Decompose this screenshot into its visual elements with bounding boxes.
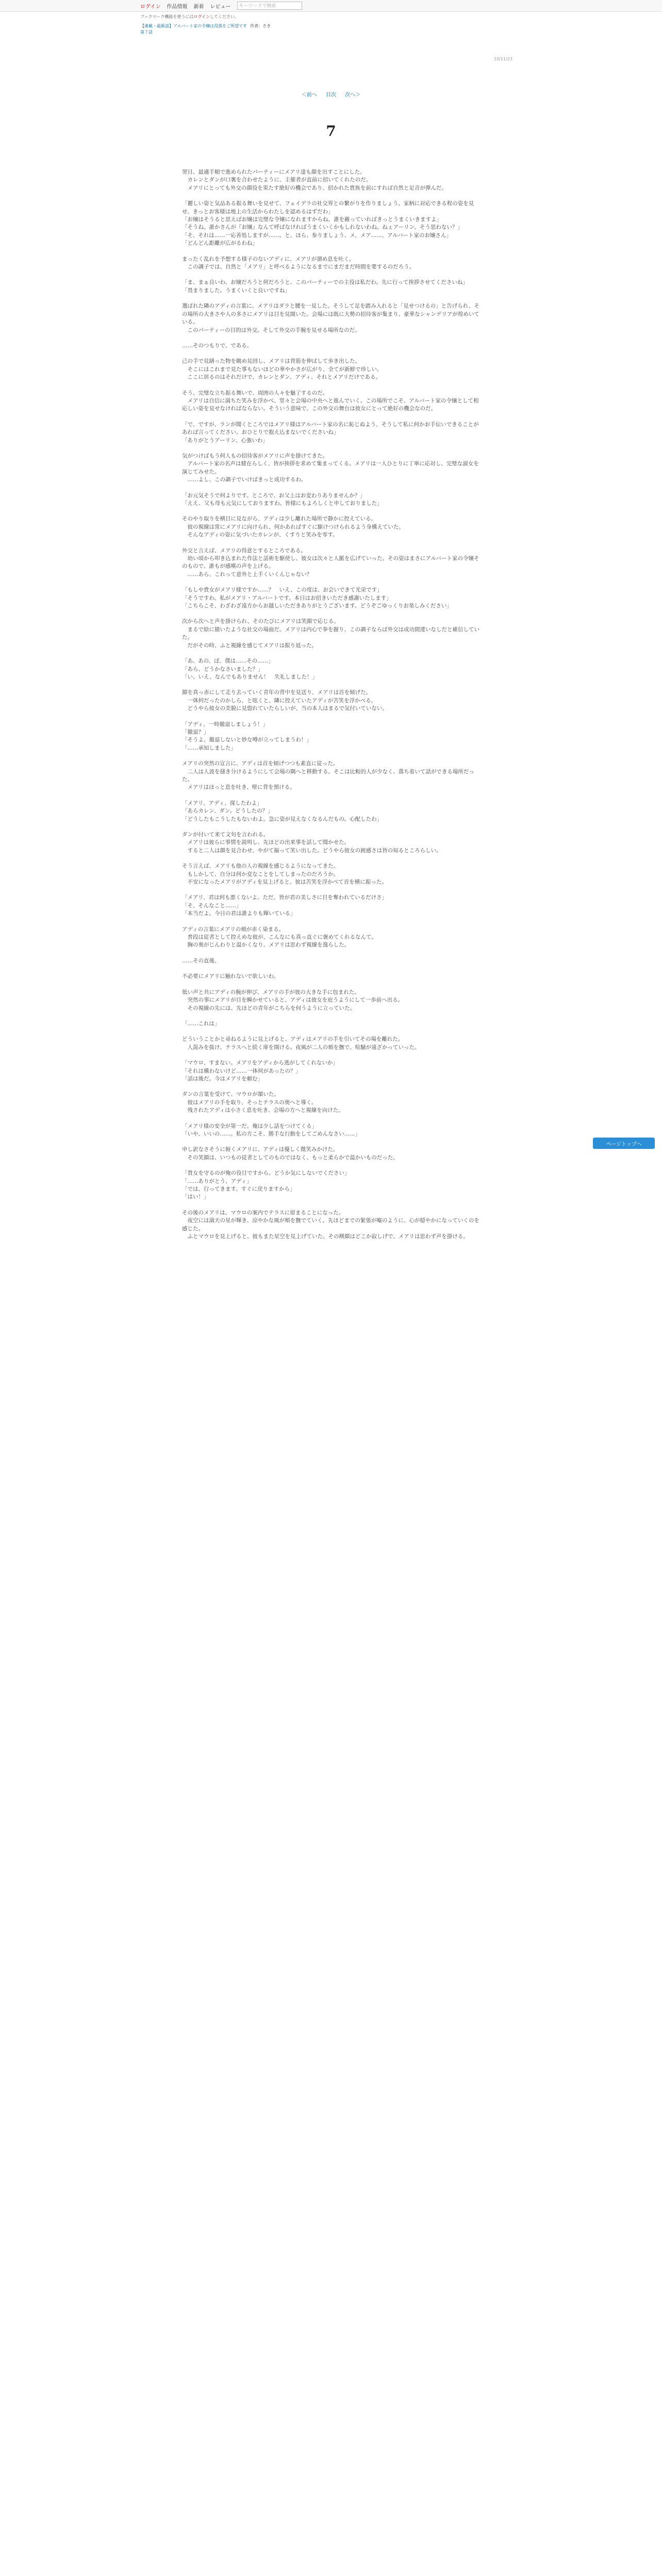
paragraph: ダンが付いて来て文句を言われる。 メアリは彼らに事情を説明し、先ほどの出来事を話して聞かせた。 すると二人は顔を見合わせ、やがて揃って笑い出した。どうやら彼女の鈍感さは皆の知るところらしい。 [182, 832, 442, 854]
nav-item-new[interactable]: 新着 [193, 4, 204, 10]
paragraph: 顔を真っ赤にして走り去っていく青年の背中を見送り、メアリは首を傾げた。 一体何だったのかしら、と呟くと、隣に控えていたアディが苦笑を浮かべる。 どうやら彼女の美貌に見惚れていたらしいが、当の本人はまるで気付いていない。 [182, 689, 388, 712]
paragraph: 選ばれた隣のアディの言葉に、メアリはダラと腰を一見した。そうして足を踏み入れると「見せつけるの」と告げられ、その場所の大きさや人の多さにメアリは目を見開いた。会場には既に大勢の招待客が集まり、豪華なシャンデリアが煌めいている。 このパーティーの目的は外交。そして外交の手腕を見せる場所なのだ。 [182, 303, 479, 333]
paragraph: そう言えば、メアリも他の人の視線を感じるようになってきた。 もしかして、自分は何か変なことをしてしまったのだろうか。 不安になったメアリがアディを見上げると、彼は苦笑を浮かべて首を横に振った。 [182, 863, 387, 886]
paragraph: 「……これは」 [182, 1020, 220, 1027]
notice-text: ブックマーク機能を使うには [140, 14, 194, 19]
top-navigation-bar [0, 0, 662, 12]
paragraph: 翌日、最適手順で進められたパーティーにメアリ達も顔を出すことにした。 カレンとダンが口裏を合わせたように、主催者が直前に招いてくれたのだ。 メアリにとっても外交の顔役を果たす絶好の機会であり、招かれた貴族を前にすれば自然と足音が弾んだ。 [182, 169, 447, 191]
paragraph: 気がつけばもう何人もの招待客がメアリに声を掛けてきた。 アルバート家の名声は健在らしく、皆が挨拶を求めて集まってくる。メアリは一人ひとりに丁寧に応対し、完璧な淑女を演じてみせた。 ……よし、この調子でいけばきっと成功するわ。 [182, 452, 479, 483]
chapter-body [182, 168, 481, 1248]
paragraph: 「もしや貴女がメアリ様ですか……？ いえ、この度は、お会いできて光栄です」 「そうですわ。私がメアリ・アルバートです。本日はお招きいただき感謝いたします」 「こちらこそ、わざわざ遠方からお越しいただきありがとうございます。どうぞごゆっくりお楽しみください」 [182, 587, 452, 609]
paragraph: 「あ、あの、ぼ、僕は……その……」 「あら、どうかなさいました？」 「い、いえ、なんでもありません！ 失礼しました！」 [182, 658, 318, 680]
paragraph: 己の手で見繕った物を眺め見回し、メアリは背筋を伸ばして歩き出した。 そこにはこれまで見た事もないほどの華やかさが広がり、全てが新鮮で珍しい。 ここに居るのはそれだけで、カレンとダン、アディ、それとメアリだけである。 [182, 358, 383, 381]
paragraph: アディの言葉にメアリの頬が赤く染まる。 普段は従者として控えめな彼が、こんなにも真っ直ぐに褒めてくれるなんて。 胸の奥がじんわりと温かくなり、メアリは思わず視線を逸らした。 [182, 926, 377, 948]
paragraph: そう、完璧な立ち振る舞いで、周囲の人々を魅了するのだ。 メアリは自信に満ちた笑みを浮かべ、堂々と会場の中央へと進んでいく。この場所でこそ、アルバート家の令嬢として相応しい姿を見せなければならない。そういう意味で、この外交の舞台は彼女にとって絶好の機会なのだ。 [182, 389, 479, 412]
nav-item-review[interactable]: レビュー [210, 4, 231, 10]
paragraph: 「マウロ、すまない。メアリをアディから逃がしてくれないか」 「それは構わないけど……一体何があったの？」 「話は後だ。今はメアリを頼む」 [182, 1060, 338, 1082]
episode-label: 第７話 [140, 30, 153, 35]
paragraph: 外交と言えば、メアリの得意とするところである。 幼い頃から叩き込まれた作法と話術を駆使し、彼女は次々と人脈を広げていった。その姿はまさにアルバート家の令嬢そのもので、誰もが感嘆の声を上げる。 ……あら、これって意外と上手くいくんじゃない？ [182, 547, 479, 578]
prev-link[interactable]: ＜前へ [301, 92, 317, 98]
next-link[interactable]: 次へ＞ [345, 92, 361, 98]
toc-link[interactable]: 目次 [326, 92, 336, 98]
nav-item-works[interactable]: 作品情報 [167, 4, 188, 10]
paragraph: そのやり取りを横目に見ながら、アディは少し離れた場所で静かに控えている。 彼の視線は常にメアリに向けられ、何かあればすぐに駆けつけられるよう身構えていた。 そんなアディの姿に気づいたカレンが、くすりと笑みを零す。 [182, 516, 404, 538]
pager-top [0, 90, 662, 98]
page-top-button[interactable]: ページトップへ [593, 1138, 655, 1149]
paragraph: 「ま、まぁ良いわ。お嬢だろうと何だろうと、このパーティーでの主役は私だわ。先に行って挨拶させてくださいね」 「畏まりました。うまくいくと良いですね」 [182, 279, 468, 294]
paragraph: 「メアリ様の安全が第一だ。俺は少し話をつけてくる」 「いや、いいの……。私の方こそ、勝手な行動をしてごめんなさい……」 [182, 1123, 361, 1137]
chapter-title: 7 [326, 123, 336, 140]
series-title-link[interactable]: 【連載・最新話】アルバート家の令嬢は没落をご所望です [140, 24, 247, 28]
bookmark-notice [140, 14, 239, 20]
paragraph: ……その直後、 [182, 957, 220, 964]
paragraph: 「で、ですが、ランが聞くところではメアリ様はアルバート家の名に恥じぬよう、そうして私に何かお手伝いできることがあれば言ってください。おひとりで抱え込まないでくださいね」 「ありがとうアーリン、心強いわ」 [182, 421, 479, 444]
paragraph: 低い声と共にアディの腕が伸び、メアリの手が彼の大きな手に包まれた。 突然の事にメアリが目を瞬かせていると、アディは彼女を庇うようにして一歩前へ出る。 その視線の先には、先ほどの青年がこちらを伺うように立っていた。 [182, 989, 404, 1011]
series-info [140, 23, 271, 36]
paragraph: 「お元気そうで何よりです。ところで、お父上はお変わりありませんか？」 「ええ、父も母も元気にしておりますわ。皆様にもよろしくと申しておりました」 [182, 492, 383, 506]
paragraph: どういうことかと尋ねるように見上げると、アディはメアリの手を引いてその場を離れた。 人混みを抜け、テラスへと続く扉を開ける。夜風が二人の頬を撫で、喧騒が遠ざかっていった。 [182, 1036, 420, 1050]
author-name[interactable]: 作者：さき [250, 24, 271, 28]
notice-login-link[interactable]: ログイン [193, 14, 210, 19]
paragraph: 不必要にメアリに触れないで欲しいわ。 [182, 973, 279, 980]
login-link[interactable]: ログイン [140, 4, 161, 10]
notice-suffix: してください。 [210, 14, 239, 19]
paragraph: メアリの突然の宣言に、アディは首を傾げつつも素直に従った。 二人は人波を掻き分けるようにして会場の隅へと移動する。そこは比較的人が少なく、落ち着いて話ができる場所だった。 メアリはほっと息を吐き、壁に背を預ける。 [182, 760, 474, 791]
paragraph: ダンの言葉を受けて、マウロが頷いた。 彼はメアリの手を取り、そっとテラスの奥へと導く。 残されたアディは小さく息を吐き、会場の方へと視線を向けた。 [182, 1091, 344, 1114]
paragraph: 「アディ、一時撤退しましょう！」 「撤退？」 「そうよ、撤退しないと妙な噂が立ってしまうわ！」 「……承知しました」 [182, 721, 312, 751]
paragraph: 申し訳なさそうに俯くメアリに、アディは優しく微笑みかけた。 その笑顔は、いつもの従者としてのものではなく、もっと柔らかで温かいものだった。 [182, 1146, 399, 1161]
paragraph: 次から次へと声を掛けられ、そのたびにメアリは笑顔で応じる。 まるで絵に描いたような社交の場面だ。メアリは内心で拳を握り、この調子ならば外交は成功間違いなしだと確信していた。 だがその時、ふと視線を感じてメアリは振り返った。 [182, 618, 479, 649]
search-input[interactable] [237, 2, 302, 10]
paragraph: 「メアリ、アディ、探したわよ」 「あらカレン、ダン。どうしたの？」 「どうしたもこうしたもないわよ。急に姿が見えなくなるんだもの。心配したわ」 [182, 800, 383, 822]
paragraph: 「貴女を守るのが俺の役目ですから。どうか気にしないでください」 「……ありがとう、アディ」 「では、行ってきます。すぐに戻りますから」 「はい！」 [182, 1170, 350, 1200]
paragraph: その後のメアリは、マウロの案内でテラスに留まることになった。 夜空には満天の星が輝き、涼やかな風が頬を撫でていく。先ほどまでの緊張が嘘のように、心が穏やかになっていくのを感じた。 ふとマウロを見上げると、彼もまた星空を見上げていた。その横顔はどこか寂しげで、メアリは思わず声を掛ける。 [182, 1209, 479, 1240]
paragraph: まったく乱れを予想する様子のないアディに、メアリが溜め息を吐く。 この調子では、自然と「メアリ」と呼べるようになるまでにまだまだ時間を要するのだろう。 [182, 256, 415, 270]
paragraph: ……そのつもりで、である。 [182, 342, 253, 349]
post-timestamp: 10/11/23 [494, 57, 512, 61]
paragraph: 「メアリ、君は何も悪くないよ。ただ、皆が君の美しさに目を奪われているだけさ」 「そ、そんなこと……」 「本当だよ。今日の君は誰よりも輝いている」 [182, 894, 388, 917]
paragraph: 「麗しい姿と気品ある振る舞いを見せて、フェイデラの社交界との繋がりを作りましょう。家柄に対応できる程の姿を見せ、きっとお客様は地上の生活からわたしを認めるはずだわ」 「お嬢はそうると思えばお嬢は完璧な令嬢になれますからね。誰を敵っていればきっとうまくいきますよ」 「そうね。誰かさんが『お嬢』なんて呼ばなければうまくいくかもしれないわね。ねぇアーリン、そう思わない？」 「そ、それは……一応善処しますが……。と、ほら、参りましょう、メ、メア……、アルバート家のお嬢さん」 「どんどん距離が広がるわね」 [182, 200, 474, 247]
